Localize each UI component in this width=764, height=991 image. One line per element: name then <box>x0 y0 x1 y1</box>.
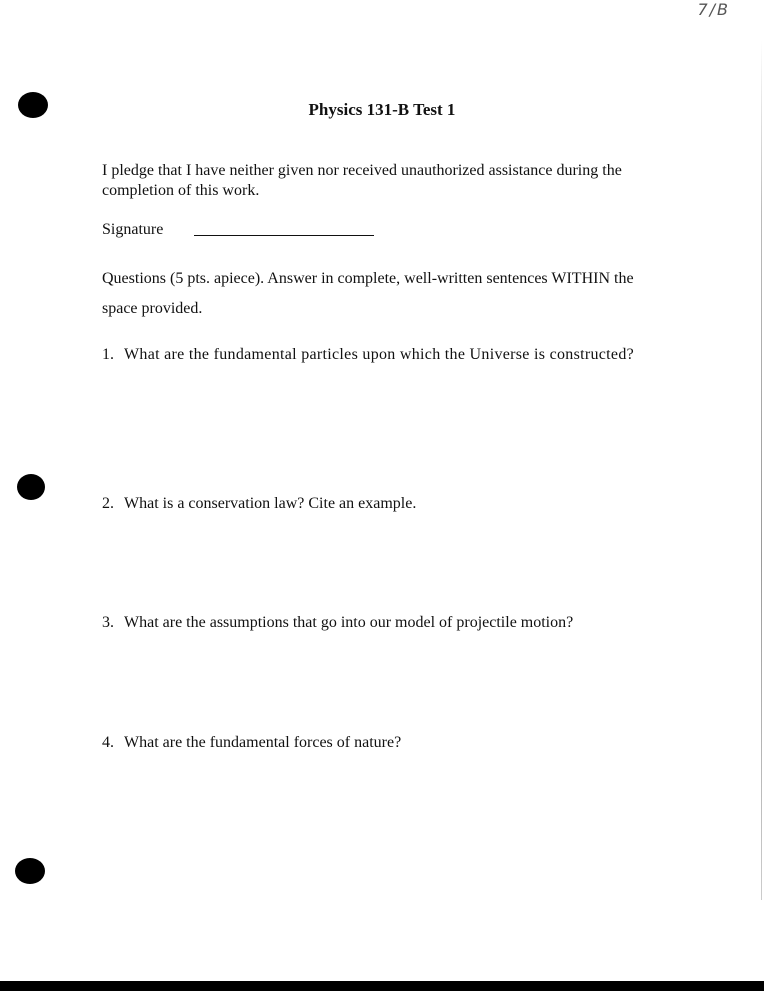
page-mark: 7/B <box>697 0 730 19</box>
page-title: Physics 131-B Test 1 <box>308 100 456 119</box>
question-text: What are the fundamental forces of nature? <box>124 734 402 751</box>
question-2 <box>102 489 666 519</box>
question-number: 2. <box>102 495 114 512</box>
question-4 <box>102 728 666 758</box>
scan-bottom-border <box>0 981 764 991</box>
question-text: What are the fundamental particles upon which the Universe is constructed? <box>124 346 635 363</box>
question-number: 1. <box>102 346 114 363</box>
punch-hole-middle <box>17 474 45 500</box>
question-text: What are the assumptions that go into our model of projectile motion? <box>124 614 574 631</box>
signature-line[interactable] <box>194 235 374 236</box>
question-number: 3. <box>102 614 114 631</box>
question-1 <box>102 340 666 370</box>
punch-hole-bottom <box>15 858 45 884</box>
question-3 <box>102 608 666 638</box>
instructions: Questions (5 pts. apiece). Answer in complete, well-written sentences WITHIN the space provided. <box>102 270 634 317</box>
question-text: What is a conservation law? Cite an example. <box>124 495 417 512</box>
signature-label: Signature <box>102 221 164 238</box>
scan-edge <box>761 40 762 900</box>
question-number: 4. <box>102 734 114 751</box>
pledge-statement: I pledge that I have neither given nor received unauthorized assistance during the completion of this work. <box>102 162 622 199</box>
